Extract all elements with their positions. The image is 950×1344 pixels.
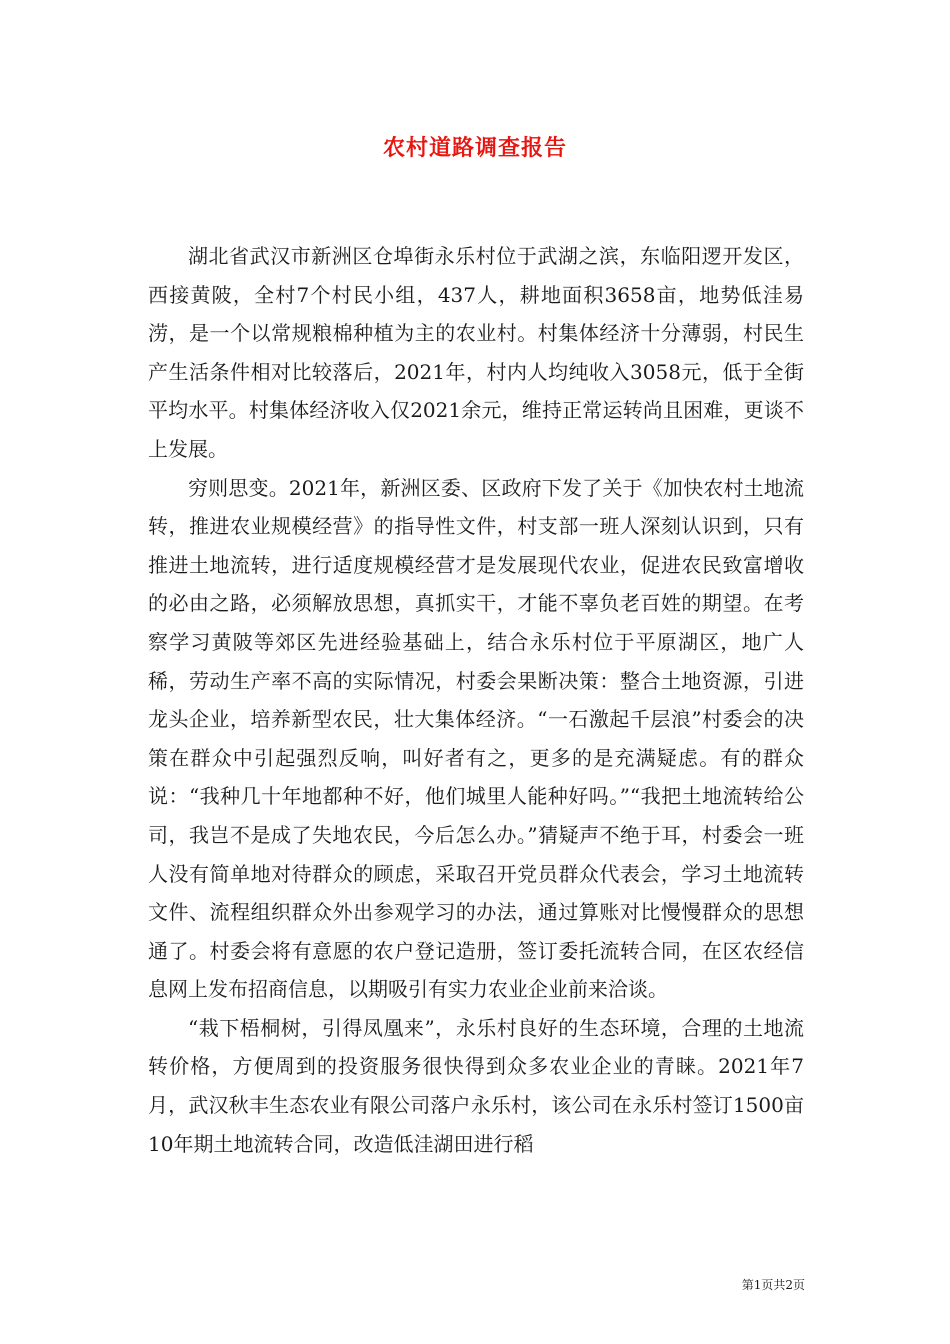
document-body [148,237,804,1163]
document-title: 农村道路调查报告 [382,135,567,161]
page-number: 第1页共2页 [741,1278,805,1292]
paragraph-1: 湖北省武汉市新洲区仓埠街永乐村位于武湖之滨，东临阳逻开发区，西接黄陂，全村7个村民小组，437人，耕地面积3658亩，地势低洼易涝，是一个以常规粮棉种植为主的农业村。村集体经济十分薄弱，村民生产生活条件相对比较落后，2021年，村内人均纯收入3058元，低于全街平均水平。村集体经济收入仅2021余元，维持正常运转尚且困难，更谈不上发展。 [148,244,804,461]
paragraph-2: 穷则思变。2021年，新洲区委、区政府下发了关于《加快农村土地流转，推进农业规模经营》的指导性文件，村支部一班人深刻认识到，只有推进土地流转，进行适度规模经营才是发展现代农业，促进农民致富增收的必由之路，必须解放思想，真抓实干，才能不辜负老百姓的期望。在考察学习黄陂等郊区先进经验基础上，结合永乐村位于平原湖区，地广人稀，劳动生产率不高的实际情况，村委会果断决策：整合土地资源，引进龙头企业，培养新型农民，壮大集体经济。“一石激起千层浪”村委会的决策在群众中引起强烈反响，叫好者有之，更多的是充满疑虑。有的群众说：“我种几十年地都种不好，他们城里人能种好吗。”“我把土地流转给公司，我岂不是成了失地农民，今后怎么办。”猜疑声不绝于耳，村委会一班人没有简单地对待群众的顾虑，采取召开党员群众代表会，学习土地流转文件、流程组织群众外出参观学习的办法，通过算账对比慢慢群众的思想通了。村委会将有意愿的农户登记造册，签订委托流转合同，在区农经信息网上发布招商信息，以期吸引有实力农业企业前来洽谈。 [148,475,804,1002]
paragraph-3: “栽下梧桐树，引得凤凰来”，永乐村良好的生态环境，合理的土地流转价格，方便周到的投资服务很快得到众多农业企业的青睐。2021年7月，武汉秋丰生态农业有限公司落户永乐村，该公司在永乐村签订1500亩10年期土地流转合同，改造低洼湖田进行稻 [148,1015,804,1156]
